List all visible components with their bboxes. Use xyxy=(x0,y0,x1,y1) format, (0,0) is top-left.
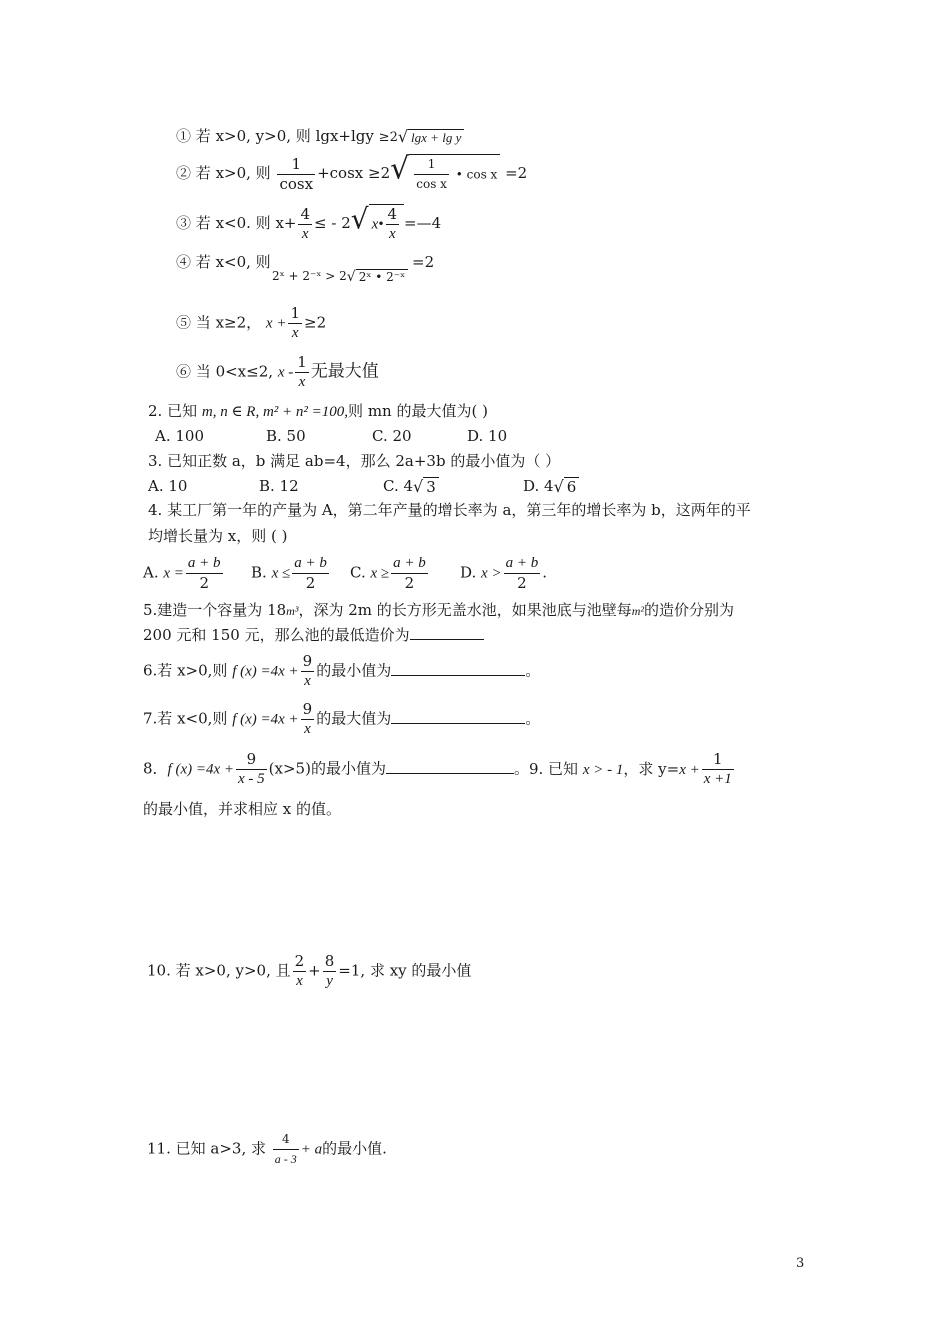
item-3-eq: =—4 xyxy=(404,214,442,232)
item-1-text: 若 x>0, y>0, 则 lgx+lgy xyxy=(195,127,374,145)
q3-option-a: A. 10 xyxy=(148,477,188,495)
item-6-post: 无最大值 xyxy=(310,361,379,382)
question-7: 7.若 x<0,则 f (x) =4x + $\frac{9}{x}$ 的最大值为 。 xyxy=(143,700,541,737)
item-2-frac: $\frac{1}{\cos x}$ xyxy=(279,154,314,193)
item-2-mid: +cosx xyxy=(317,164,364,182)
item-5-post: ≥2 xyxy=(304,313,327,332)
question-4-line1: 4. 某工厂第一年的产量为 A，第二年产量的增长率为 a，第三年的增长率为 b，这两年的平 xyxy=(148,501,751,519)
q11-frac: $\frac{4}{a - 3}$ xyxy=(274,1132,297,1166)
q7-answer-blank[interactable] xyxy=(391,723,525,724)
question-5-line2: 200 元和 150 元，那么池的最低造价为 xyxy=(143,625,484,645)
item-2 xyxy=(176,151,528,194)
q5-answer-blank[interactable] xyxy=(410,639,484,640)
item-3-frac: $\frac{4}{x}$ xyxy=(300,204,311,242)
item-1-coef: 2 xyxy=(389,130,398,145)
item-4-num: ④ xyxy=(176,253,192,271)
item-5-pre: 当 x≥2， xyxy=(195,313,262,332)
q3-option-b: B. 12 xyxy=(259,477,299,495)
q4-option-b: B. x ≤ $\frac{a + b}{2}$ xyxy=(251,555,327,592)
q4-option-d: D. x > $\frac{a + b}{2}$ . xyxy=(460,555,547,592)
item-1-op: ≥ xyxy=(378,130,390,145)
item-3 xyxy=(176,204,441,244)
q8-frac: $\frac{9}{x - 5}$ xyxy=(238,750,265,787)
item-4 xyxy=(176,252,271,272)
q2-option-c: C. 20 xyxy=(372,427,412,445)
q3-text: 3. 已知正数 a，b 满足 ab=4，那么 2a+3b 的最小值为（ ） xyxy=(148,452,561,470)
item-2-coef: 2 xyxy=(380,164,391,182)
item-4-eq: =2 xyxy=(412,253,435,271)
item-3-sqrt: √ x• $\frac{4}{x}$ xyxy=(351,204,404,244)
q2-option-a: A. 100 xyxy=(155,427,204,445)
item-2-op: ≥ xyxy=(368,164,381,182)
item-5-frac: $\frac{1}{x}$ xyxy=(290,304,300,341)
q8-answer-blank[interactable] xyxy=(386,773,514,774)
item-4-lhs: 2ˣ + 2⁻ˣ > 2 xyxy=(272,269,347,283)
item-1-sqrt: √ lgx + lg y xyxy=(398,127,465,148)
question-2 xyxy=(148,401,488,422)
item-4-expr xyxy=(272,266,408,287)
q10-frac-2: $\frac{8}{y}$ xyxy=(324,952,335,989)
question-8: 8．f (x) =4x + $\frac{9}{x - 5}$ (x>5)的最小值为 。9. 已知 x > - 1，求 y=x + $\frac{1}{x +1}$ xyxy=(143,750,736,789)
q2-post: 则 mn 的最大值为( ) xyxy=(348,402,488,420)
item-6-num: ⑥ xyxy=(176,362,192,381)
item-2-pre: 若 x>0, 则 xyxy=(195,164,271,182)
q3-option-c: C. 4√ 3 xyxy=(383,476,439,497)
question-9: 9. 已知 x > - 1，求 y=x + $\frac{1}{x +1}$ xyxy=(528,750,732,787)
q2-cond: m, n ∈ R, m² + n² =100, xyxy=(201,404,349,420)
item-6-frac: $\frac{1}{x}$ xyxy=(297,353,307,390)
item-4-sqrt: √ 2ˣ • 2⁻ˣ xyxy=(347,267,408,287)
q6-frac: $\frac{9}{x}$ xyxy=(302,652,313,689)
item-3-pre: 若 x<0. 则 x+ xyxy=(195,214,297,232)
item-3-num: ③ xyxy=(176,214,192,232)
question-10: 10. 若 x>0, y>0, 且 $\frac{2}{x}$ + $\frac{8}{y}$ =1, 求 xy 的最小值 xyxy=(147,952,472,989)
question-4-line2: 均增长量为 x，则 ( ) xyxy=(148,527,288,545)
item-5-x: x + xyxy=(265,315,287,332)
item-5 xyxy=(176,304,326,343)
q4-option-a: A. x = $\frac{a + b}{2}$ xyxy=(143,555,221,592)
q2-text: 2. 已知 xyxy=(148,402,198,420)
item-2-sqrt: √ $\frac{1}{\text{cos x}}$ • cos x xyxy=(390,154,500,194)
q4-options xyxy=(0,554,950,600)
q2-option-d: D. 10 xyxy=(467,427,508,445)
question-6: 6.若 x>0,则 f (x) =4x + $\frac{9}{x}$ 的最小值为 。 xyxy=(143,652,541,689)
question-9-line2: 的最小值，并求相应 x 的值。 xyxy=(143,800,341,818)
question-11: 11. 已知 a>3, 求 $\frac{4}{a - 3}$ + a的最小值. xyxy=(147,1130,387,1169)
item-1-num: ① xyxy=(176,127,192,145)
item-3-op: ≤ - 2 xyxy=(314,214,351,232)
item-5-num: ⑤ xyxy=(176,313,192,332)
question-5-line1: 5.建造一个容量为 18m³，深为 2m 的长方形无盖水池，如果池底与池壁每m²的造价分别为 xyxy=(143,601,735,619)
q6-answer-blank[interactable] xyxy=(391,675,525,676)
q4-option-c: C. x ≥ $\frac{a + b}{2}$ xyxy=(350,555,426,592)
item-2-num: ② xyxy=(176,164,192,182)
q3-option-d: D. 4√ 6 xyxy=(523,476,579,497)
q10-frac-1: $\frac{2}{x}$ xyxy=(294,952,305,989)
page-number: 3 xyxy=(796,1256,805,1271)
q7-frac: $\frac{9}{x}$ xyxy=(302,700,313,737)
item-2-eq: =2 xyxy=(505,164,528,182)
item-6-pre: 当 0<x≤2, xyxy=(195,362,274,381)
item-4-pre: 若 x<0, 则 xyxy=(195,253,271,271)
question-3 xyxy=(148,451,560,471)
item-6 xyxy=(176,353,379,392)
q2-option-b: B. 50 xyxy=(266,427,306,445)
item-1 xyxy=(176,126,464,148)
item-6-x: x - xyxy=(277,364,294,381)
